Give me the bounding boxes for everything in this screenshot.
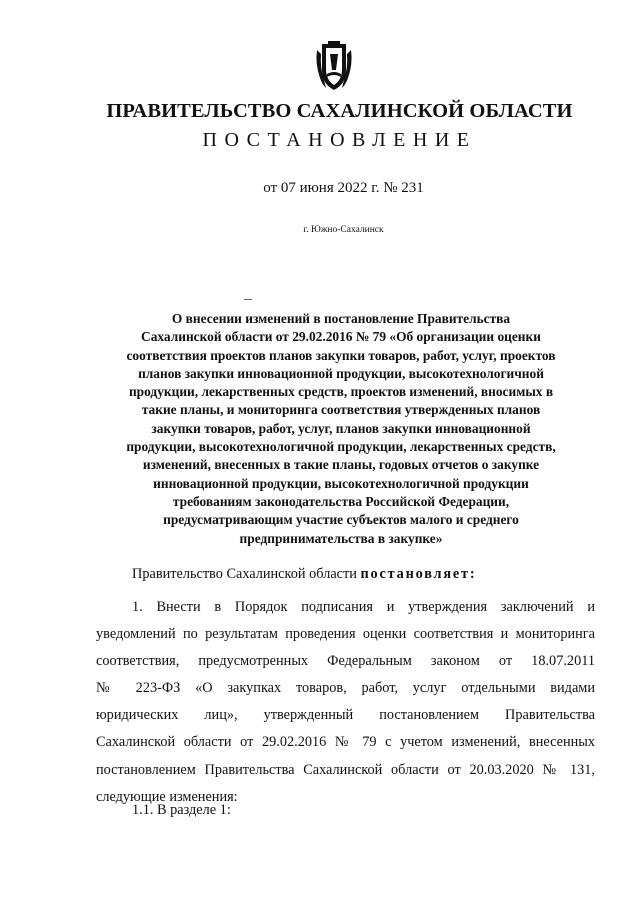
document-date-number: от 07 июня 2022 г. № 231: [263, 180, 424, 196]
title-line: инновационной продукции, высокотехнологичной продукции: [153, 475, 529, 491]
coat-of-arms-icon: [314, 40, 354, 92]
organization-name: ПРАВИТЕЛЬСТВО САХАЛИНСКОЙ ОБЛАСТИ: [106, 100, 573, 122]
title-line: изменений, внесенных в такие планы, годовых отчетов о закупке: [142, 457, 540, 473]
title-line: Сахалинской области от 29.02.2016 № 79 «Об организации оценки: [141, 329, 541, 345]
body-line: следующие изменения:: [96, 788, 238, 805]
scan-mark: [244, 299, 252, 300]
document-title: [100, 310, 582, 548]
document-city: г. Южно-Сахалинск: [303, 225, 384, 235]
section-heading: 1.1. В разделе 1:: [132, 802, 231, 818]
title-line: планов закупки инновационной продукции, высокотехнологичной: [138, 365, 544, 381]
title-line: требованиям законодательства Российской Федерации,: [172, 493, 510, 509]
title-line: продукции, высокотехнологичной продукции, лекарственных средств,: [126, 439, 556, 455]
title-line: О внесении изменений в постановление Правительства: [171, 311, 511, 326]
title-line: закупки товаров, работ, услуг, планов закупки инновационной: [151, 420, 531, 436]
body-line: соответствия, предусмотренных Федеральным законом от 18.07.2011: [96, 653, 595, 670]
title-line: соответствия проектов планов закупки товаров, работ, услуг, проектов: [126, 347, 556, 363]
intro-text: Правительство Сахалинской области: [132, 566, 361, 582]
body-line: уведомлений по результатам проведения оценки соответствия и мониторинга: [96, 626, 595, 643]
title-line: продукции, лекарственных средств, проектов изменений, вносимых в: [128, 384, 554, 400]
intro-emphasis: постановляет:: [360, 566, 477, 582]
title-line: такие планы, и мониторинга соответствия утвержденных планов: [141, 402, 541, 418]
body-line: постановлением Правительства Сахалинской области от 20.03.2020 № 131,: [96, 761, 595, 778]
title-line: предусматривающим участие субъектов малого и среднего: [163, 512, 519, 528]
body-line: юридических лиц», утвержденный постановлением Правительства: [96, 707, 595, 724]
document-type: ПОСТАНОВЛЕНИЕ: [202, 129, 477, 151]
body-line: Сахалинской области от 29.02.2016 № 79 с учетом изменений, внесенных: [96, 734, 595, 751]
title-line: предпринимательства в закупке»: [239, 530, 443, 546]
body-paragraph: [96, 594, 595, 811]
body-line: № 223-ФЗ «О закупках товаров, работ, услуг отдельными видами: [96, 680, 595, 697]
body-line: 1. Внести в Порядок подписания и утверждения заключений и: [132, 599, 595, 615]
intro-paragraph: [132, 566, 602, 583]
